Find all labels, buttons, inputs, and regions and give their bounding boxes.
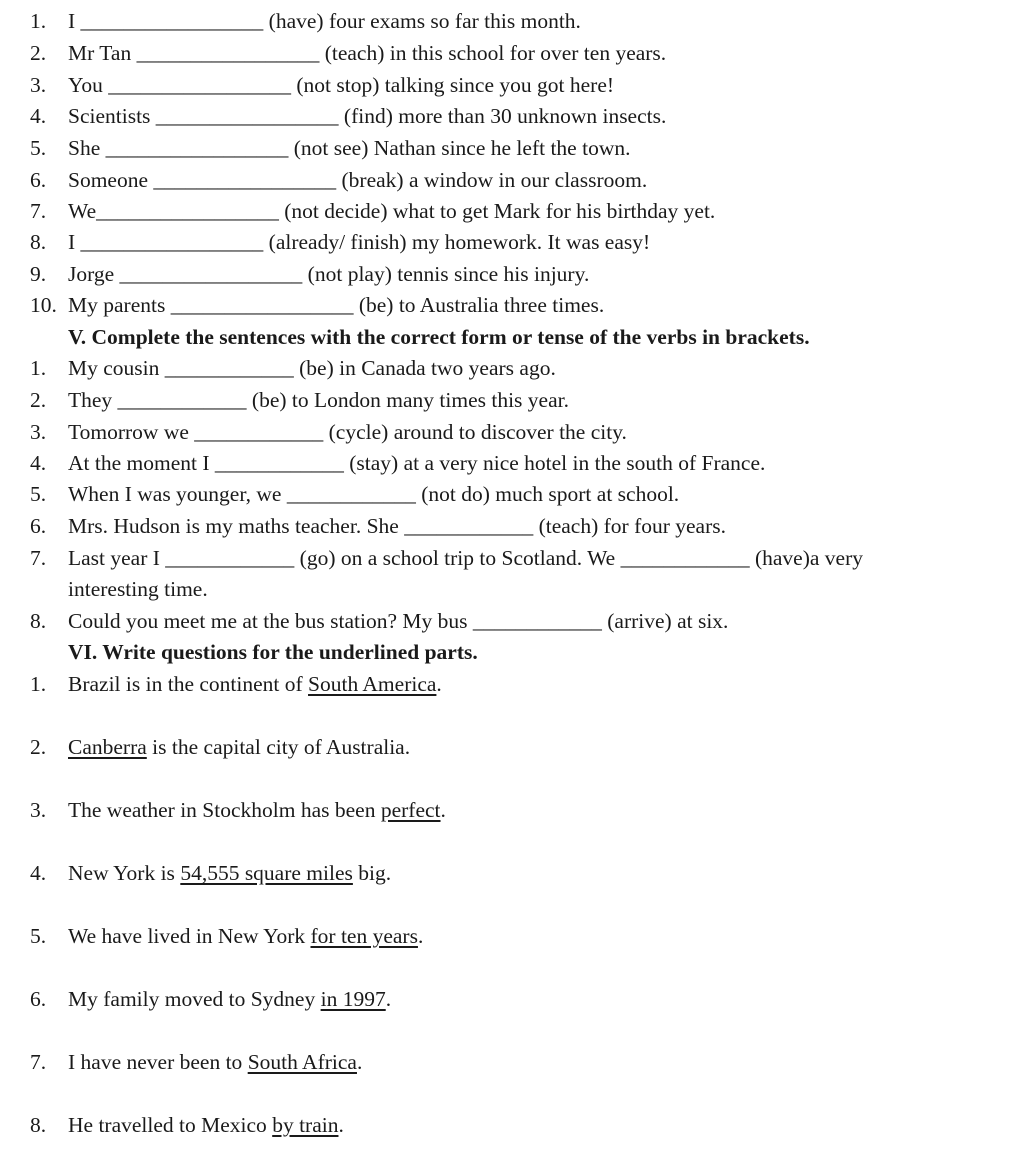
item-text: Tomorrow we ____________ (cycle) around to discover the city. — [68, 420, 627, 444]
item-number: 5. — [30, 924, 47, 948]
underlined-part: Canberra — [68, 735, 147, 759]
text-before: I have never been to — [68, 1050, 248, 1074]
item-text: Scientists _________________ (find) more than 30 unknown insects. — [68, 104, 667, 128]
item-number: 4. — [30, 104, 47, 128]
item-text: You _________________ (not stop) talking since you got here! — [68, 73, 615, 97]
item-number: 2. — [30, 41, 47, 65]
underlined-part: in 1997 — [320, 987, 386, 1011]
underlined-part: by train — [272, 1113, 339, 1137]
item-number: 3. — [30, 73, 47, 97]
item-number: 1. — [30, 9, 47, 33]
item-text: I _________________ (have) four exams so far this month. — [68, 9, 581, 33]
item-number: 6. — [30, 514, 47, 538]
section-v-heading: V. Complete the sentences with the correct form or tense of the verbs in brackets. — [68, 325, 810, 349]
text-after: big. — [352, 861, 392, 885]
item-text — [68, 1047, 362, 1077]
item-number: 10. — [30, 293, 57, 317]
item-number: 3. — [30, 420, 47, 444]
item-text: Jorge _________________ (not play) tennis since his injury. — [68, 262, 590, 286]
text-before: He travelled to Mexico — [68, 1113, 273, 1137]
text-after: . — [356, 1050, 363, 1074]
item-text: She _________________ (not see) Nathan since he left the town. — [68, 136, 631, 160]
item-number: 8. — [30, 1113, 47, 1137]
text-before: My family moved to Sydney — [68, 987, 321, 1011]
underlined-part: South America — [308, 672, 437, 696]
text-after: . — [385, 987, 392, 1011]
item-text: My cousin ____________ (be) in Canada two years ago. — [68, 356, 556, 380]
section-vi-heading: VI. Write questions for the underlined parts. — [68, 640, 478, 664]
item-number: 5. — [30, 136, 47, 160]
item-text: When I was younger, we ____________ (not do) much sport at school. — [68, 482, 680, 506]
underlined-part: South Africa — [247, 1050, 357, 1074]
item-text: My parents _________________ (be) to Australia three times. — [68, 293, 605, 317]
item-number: 3. — [30, 798, 47, 822]
text-before: Brazil is in the continent of — [68, 672, 309, 696]
underlined-part: for ten years — [310, 924, 418, 948]
item-text: We_________________ (not decide) what to get Mark for his birthday yet. — [68, 199, 716, 223]
item-number: 6. — [30, 987, 47, 1011]
text-before: We have lived in New York — [68, 924, 311, 948]
item-text — [68, 795, 446, 825]
text-after: is the capital city of Australia. — [146, 735, 411, 759]
item-text-continuation: interesting time. — [68, 577, 208, 601]
text-after: . — [436, 672, 442, 696]
item-number: 4. — [30, 451, 47, 475]
item-text — [68, 1110, 344, 1140]
text-after: . — [338, 1113, 344, 1137]
item-text: At the moment I ____________ (stay) at a very nice hotel in the south of France. — [68, 451, 766, 475]
item-number: 6. — [30, 168, 47, 192]
item-number: 8. — [30, 230, 47, 254]
item-number: 2. — [30, 388, 47, 412]
item-number: 9. — [30, 262, 47, 286]
text-before: The weather in Stockholm has been — [68, 798, 381, 822]
item-number: 1. — [30, 356, 47, 380]
item-number: 7. — [30, 546, 47, 570]
item-number: 8. — [30, 609, 47, 633]
item-text — [68, 732, 410, 762]
item-number: 7. — [30, 1050, 47, 1074]
underlined-part: 54,555 square miles — [180, 861, 353, 885]
item-text — [68, 858, 391, 888]
underlined-part: perfect — [380, 798, 441, 822]
item-text: They ____________ (be) to London many times this year. — [68, 388, 569, 412]
item-number: 5. — [30, 482, 47, 506]
item-number: 7. — [30, 199, 47, 223]
item-text — [68, 921, 423, 951]
item-text — [68, 669, 442, 699]
text-after: . — [440, 798, 446, 822]
item-text: I _________________ (already/ finish) my homework. It was easy! — [68, 230, 651, 254]
item-number: 1. — [30, 672, 47, 696]
text-before: New York is — [68, 861, 181, 885]
item-text: Mrs. Hudson is my maths teacher. She ____________ (teach) for four years. — [68, 514, 726, 538]
item-text: Could you meet me at the bus station? My bus ____________ (arrive) at six. — [68, 609, 729, 633]
item-number: 4. — [30, 861, 47, 885]
item-number: 2. — [30, 735, 47, 759]
item-text: Last year I ____________ (go) on a school trip to Scotland. We ____________ (have)a very — [68, 546, 863, 570]
item-text: Someone _________________ (break) a window in our classroom. — [68, 168, 648, 192]
item-text — [68, 984, 391, 1014]
text-after: . — [417, 924, 424, 948]
item-text: Mr Tan _________________ (teach) in this school for over ten years. — [68, 41, 667, 65]
